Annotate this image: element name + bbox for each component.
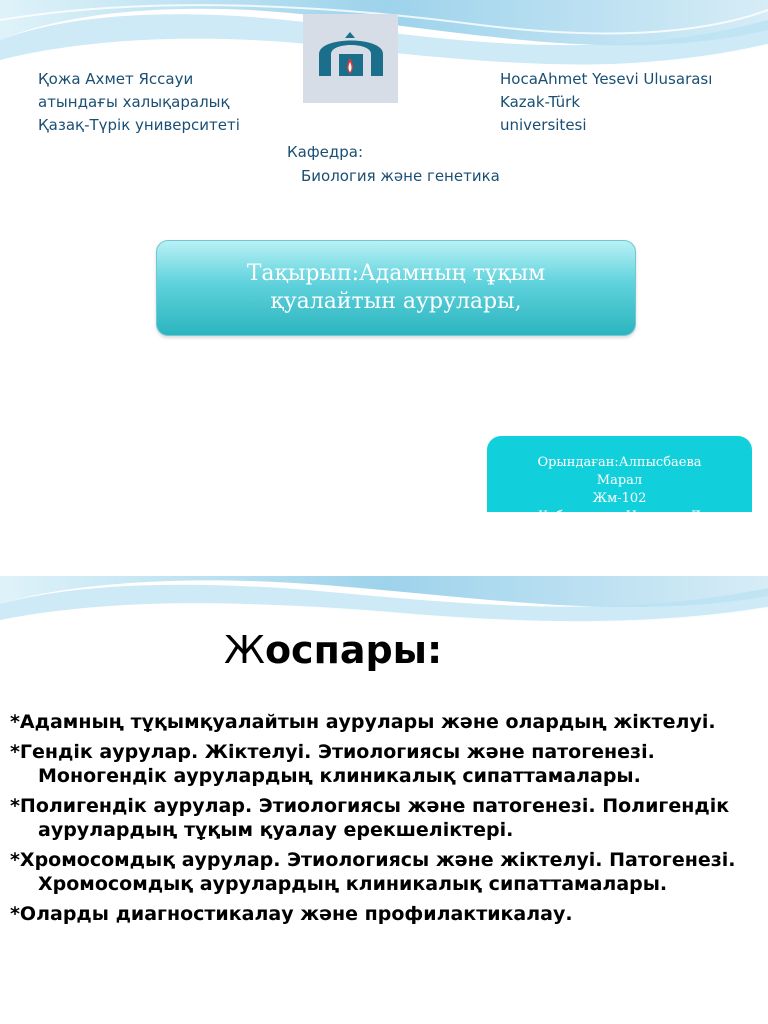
university-name-line: атындағы халықаралық bbox=[38, 93, 230, 111]
university-logo-icon bbox=[303, 14, 398, 103]
author-line: Марал bbox=[596, 473, 643, 488]
university-name-line: Қазақ-Түрік университеті bbox=[38, 116, 240, 134]
plan-slide bbox=[0, 576, 768, 1024]
topic-line: Тақырып:Адамның тұқым bbox=[246, 261, 546, 286]
plan-item: *Адамның тұқымқуалайтын аурулары және олардың жіктелуі. bbox=[10, 711, 716, 733]
department-label: Кафедра: bbox=[287, 143, 364, 161]
university-name-turkish bbox=[500, 68, 712, 137]
department bbox=[287, 140, 500, 188]
plan-title-rest: оспары: bbox=[264, 628, 443, 672]
author-line: Жм-102 bbox=[592, 491, 647, 506]
plan-item: *Полигендік аурулар. Этиологиясы және патогенезі. Полигендік аурулардың тұқым қуалау ерекшеліктері. bbox=[10, 795, 730, 841]
topic-line: қуалайтын аурулары, bbox=[270, 289, 522, 314]
slide-separator bbox=[0, 512, 768, 576]
plan-item: *Хромосомдық аурулар. Этиологиясы және жіктелуі. Патогенезі. Хромосомдық аурулардың клиникалық сипаттамалары. bbox=[10, 849, 736, 895]
topic-box bbox=[156, 240, 636, 336]
university-name-kazakh bbox=[38, 68, 240, 137]
university-name-line: universitesi bbox=[500, 116, 587, 134]
plan-item: *Оларды диагностикалау және профилактикалау. bbox=[10, 903, 573, 925]
department-value: Биология және генетика bbox=[301, 167, 500, 185]
author-line: Орындаған:Алпысбаева bbox=[537, 455, 702, 470]
plan-title bbox=[224, 628, 442, 672]
university-name-line: Қожа Ахмет Яссауи bbox=[38, 70, 194, 88]
topic-text bbox=[247, 260, 546, 316]
plan-item: *Гендік аурулар. Жіктелуі. Этиологиясы және патогенезі. Моногендік аурулардың клиникалық сипаттамалары. bbox=[10, 741, 655, 787]
university-name-line: Kazak-Türk bbox=[500, 93, 581, 111]
university-name-line: HocaAhmet Yesevi Ulusarası bbox=[500, 70, 713, 88]
plan-list bbox=[10, 710, 755, 932]
university-logo bbox=[303, 14, 398, 103]
plan-title-first-letter: Ж bbox=[224, 628, 265, 672]
